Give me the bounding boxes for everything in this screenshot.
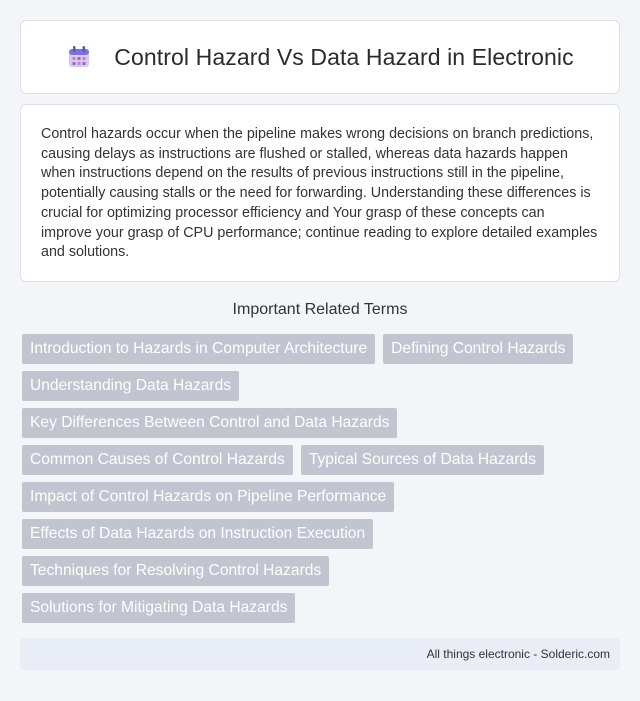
page-header <box>20 20 620 94</box>
related-term-tag[interactable]: Key Differences Between Control and Data Hazards <box>22 408 397 438</box>
related-term-tag[interactable]: Techniques for Resolving Control Hazards <box>22 556 329 586</box>
related-term-tag[interactable]: Typical Sources of Data Hazards <box>301 445 544 475</box>
related-term-tag[interactable]: Defining Control Hazards <box>383 334 573 364</box>
related-term-tag[interactable]: Introduction to Hazards in Computer Architecture <box>22 334 375 364</box>
related-term-tag[interactable]: Effects of Data Hazards on Instruction Execution <box>22 519 373 549</box>
related-term-tag[interactable]: Impact of Control Hazards on Pipeline Performance <box>22 482 394 512</box>
related-term-tag[interactable]: Understanding Data Hazards <box>22 371 239 401</box>
related-term-tag[interactable]: Common Causes of Control Hazards <box>22 445 293 475</box>
related-terms-heading: Important Related Terms <box>232 301 408 318</box>
calendar-icon <box>66 44 92 70</box>
footer-text: All things electronic - Solderic.com <box>426 647 610 661</box>
summary-card <box>20 104 620 282</box>
page-title: Control Hazard Vs Data Hazard in Electronic <box>114 43 574 70</box>
related-term-tag[interactable]: Solutions for Mitigating Data Hazards <box>22 593 295 623</box>
summary-text: Control hazards occur when the pipeline makes wrong decisions on branch predictions, causing delays as instructions are flushed or stalled, whereas data hazards happen when instructions depend on the results of previous instructions still in the pipeline, potentially causing stalls or the need for forwarding. Understanding these differences is crucial for optimizing processor efficiency and Your grasp of these concepts can improve your grasp of CPU performance; continue reading to explore detailed examples and solutions. <box>41 126 598 261</box>
related-terms-list <box>22 334 622 630</box>
footer <box>20 638 620 670</box>
